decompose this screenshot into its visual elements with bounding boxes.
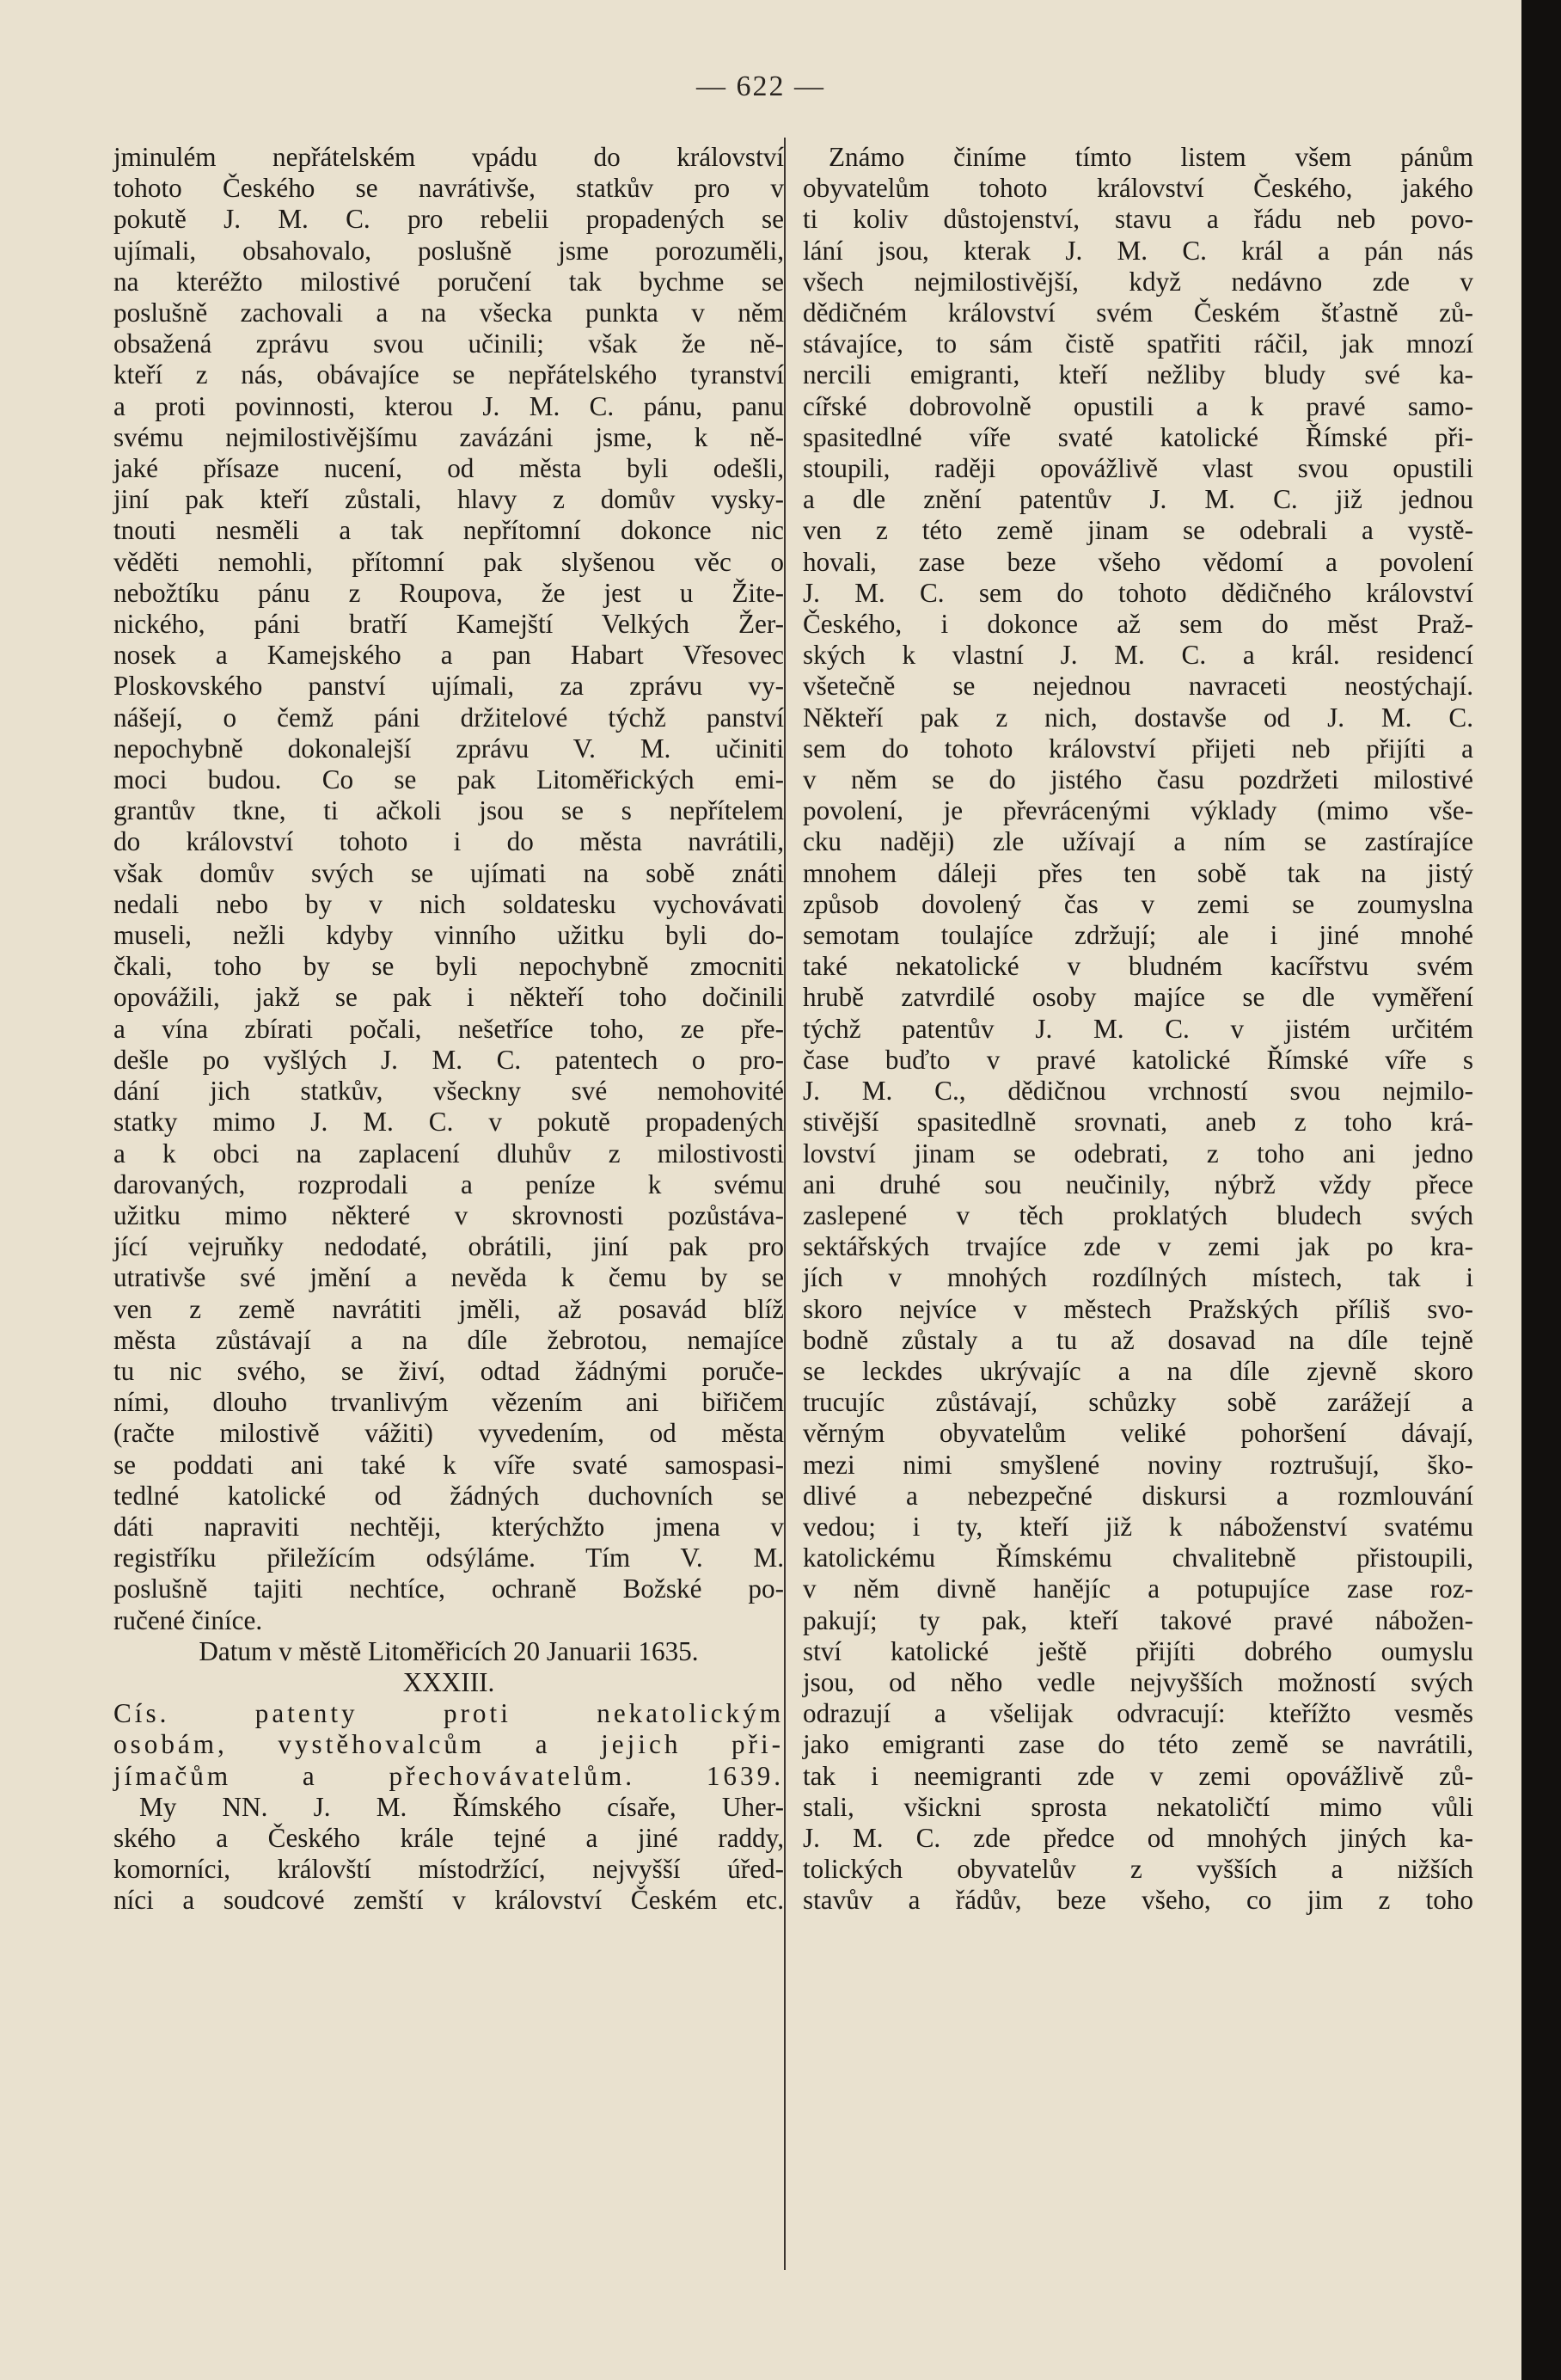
text-line: a k obci na zaplacení dluhův z milostivosti xyxy=(113,1138,784,1169)
text-line: lovství jinam se odebrati, z toho ani jedno xyxy=(803,1138,1473,1169)
text-line: nedali nebo by v nich soldatesku vychovávati xyxy=(113,888,784,919)
text-line: způsob dovolený čas v zemi se zoumyslna xyxy=(803,888,1473,919)
text-line: stali, všickni sprosta nekatoličtí mimo vůli xyxy=(803,1791,1473,1822)
text-line: cířské dobrovolně opustili a k pravé samo- xyxy=(803,390,1473,421)
text-line: dáti napraviti nechtěji, kterýchžto jmena v xyxy=(113,1511,784,1542)
text-line: svému nejmilostivějšímu zavázáni jsme, k ně- xyxy=(113,421,784,452)
text-line: Cís. patenty proti nekatolickým xyxy=(113,1698,784,1729)
text-line: a proti povinnosti, kterou J. M. C. pánu, panu xyxy=(113,390,784,421)
text-line: obyvatelům tohoto království Českého, jakého xyxy=(803,173,1473,204)
section-body xyxy=(113,1792,784,1917)
text-line: odrazují a všelijak odvracují: kteřížto vesměs xyxy=(803,1698,1473,1729)
text-line: ními, dlouho trvanlivým vězením ani biřičem xyxy=(113,1387,784,1418)
text-line: statky mimo J. M. C. v pokutě propadených xyxy=(113,1107,784,1138)
text-line: ven z této země jinam se odebrali a vystě- xyxy=(803,515,1473,546)
text-line: utrativše své jmění a nevěda k čemu by se xyxy=(113,1262,784,1293)
text-line: všetečně se nejednou navraceti neostýchají. xyxy=(803,671,1473,702)
text-line: v něm se do jistého času pozdržeti milostivé xyxy=(803,764,1473,795)
text-line: nepochybně dokonalejší zprávu V. M. učiniti xyxy=(113,733,784,764)
text-line: katolickému Římskému chvalitebně přistoupili, xyxy=(803,1543,1473,1573)
text-line: J. M. C. zde předce od mnohých jiných ka- xyxy=(803,1822,1473,1853)
text-line: lání jsou, kterak J. M. C. král a pán nás xyxy=(803,235,1473,266)
left-column xyxy=(113,142,784,1917)
text-line: pokutě J. M. C. pro rebelii propadených se xyxy=(113,204,784,235)
text-line: kteří z nás, obávajíce se nepřátelského tyranství xyxy=(113,359,784,390)
text-line: čkali, toho by se byli nepochybně zmocniti xyxy=(113,951,784,982)
text-line: nášejí, o čemž páni držitelové týchž panství xyxy=(113,702,784,733)
text-line: registříku přiležícím odsýláme. Tím V. M. xyxy=(113,1543,784,1573)
text-line: do království tohoto i do města navrátili, xyxy=(113,826,784,857)
text-line: mnohem dáleji přes ten sobě tak na jistý xyxy=(803,857,1473,888)
text-line: věděti nemohli, přítomní pak slyšenou věc o xyxy=(113,546,784,577)
text-line: ského a Českého krále tejné a jiné raddy, xyxy=(113,1822,784,1853)
text-line: jích v mnohých rozdílných místech, tak i xyxy=(803,1262,1473,1293)
text-line: ručené činíce. xyxy=(113,1604,263,1635)
text-line: ství katolické ještě přijíti dobrého oumyslu xyxy=(803,1635,1473,1666)
text-line: také nekatolické v bludném kacířstvu svém xyxy=(803,951,1473,982)
text-line: tolických obyvatelův z vyšších a nižších xyxy=(803,1854,1473,1885)
text-line: tak i neemigranti zde v zemi opovážlivě zů- xyxy=(803,1760,1473,1791)
text-line: bodně zůstaly a tu až dosavad na díle tejně xyxy=(803,1324,1473,1355)
text-line: ven z země navrátiti jměli, až posavád blíž xyxy=(113,1293,784,1324)
text-line: pakují; ty pak, kteří takové pravé nábožen- xyxy=(803,1604,1473,1635)
text-line: a vína zbírati počali, nešetříce toho, ze pře- xyxy=(113,1013,784,1044)
text-line: grantův tkne, ti ačkoli jsou se s nepřítelem xyxy=(113,795,784,826)
text-line: nebožtíku pánu z Roupova, že jest u Žite- xyxy=(113,577,784,608)
column-divider xyxy=(784,138,786,2270)
section-heading xyxy=(113,1698,784,1792)
text-line: stoupili, raději opovážlivě vlast svou opustili xyxy=(803,453,1473,484)
text-line: dání jich statkův, všeckny své nemohovité xyxy=(113,1076,784,1107)
text-line: Českého, i dokonce až sem do měst Praž- xyxy=(803,609,1473,640)
text-line: opovážili, jakž se pak i někteří toho dočinili xyxy=(113,982,784,1013)
text-line: se poddati ani také k víře svaté samospasi- xyxy=(113,1449,784,1480)
text-line: jící vejruňky nedodaté, obrátili, jiní pak pro xyxy=(113,1231,784,1262)
text-line: Někteří pak z nich, dostavše od J. M. C. xyxy=(803,702,1473,733)
text-line: níci a soudcové zemští v království Českém etc. xyxy=(113,1885,784,1916)
text-line: nercili emigranti, kteří nežliby bludy své ka- xyxy=(803,359,1473,390)
text-line: všech nejmilostivější, když nedávno zde v xyxy=(803,266,1473,297)
text-line: My NN. J. M. Římského císaře, Uher- xyxy=(139,1791,784,1822)
text-line: skoro nejvíce v městech Pražských příliš svo- xyxy=(803,1293,1473,1324)
datum-line: Datum v městě Litoměřicích 20 Januarii 1635. xyxy=(199,1635,699,1666)
text-line: jaké přísaze nucení, od města byli odešli, xyxy=(113,453,784,484)
text-line: Ploskovského panství ujímali, za zprávu vy- xyxy=(113,671,784,702)
text-line: spasitedlné víře svaté katolické Římské při- xyxy=(803,421,1473,452)
text-line: týchž patentův J. M. C. v jistém určitém xyxy=(803,1013,1473,1044)
text-line: trucujíc zůstávají, schůzky sobě zarážejí a xyxy=(803,1387,1473,1418)
text-line: poslušně zachovali a na všecka punkta v něm xyxy=(113,298,784,328)
text-line: a dle znění patentův J. M. C. již jednou xyxy=(803,484,1473,515)
text-line: zaslepené v těch proklatých bludech svých xyxy=(803,1199,1473,1230)
text-line: cku naději) zle užívají a ním se zastírajíce xyxy=(803,826,1473,857)
text-line: jako emigranti zase do této země se navrátili, xyxy=(803,1729,1473,1760)
text-line: nosek a Kamejského a pan Habart Vřesovec xyxy=(113,640,784,671)
text-line: darovaných, rozprodali a peníze k svému xyxy=(113,1169,784,1199)
text-line: J. M. C., dědičnou vrchností svou nejmilo- xyxy=(803,1076,1473,1107)
text-line: jsou, od něho vedle nejvyšších možností svých xyxy=(803,1666,1473,1697)
text-line: mezi nimi smyšlené noviny roztrušují, ško- xyxy=(803,1449,1473,1480)
text-line: Známo činíme tímto listem všem pánům xyxy=(829,142,1473,172)
text-line: povolení, je převrácenými výklady (mimo vše- xyxy=(803,795,1473,826)
left-column-text xyxy=(113,142,784,1636)
text-line: komorníci, královští místodržící, nejvyšší úřed- xyxy=(113,1854,784,1885)
text-line: jiní pak kteří zůstali, hlavy z domův vysky- xyxy=(113,484,784,515)
text-line: stavův a řádův, beze všeho, co jim z toho xyxy=(803,1885,1473,1916)
text-line: osobám, vystěhovalcům a jejich při- xyxy=(113,1729,784,1760)
text-line: města zůstávají a na díle žebrotou, nemajíce xyxy=(113,1324,784,1355)
text-line: hrubě zatvrdilé osoby majíce se dle vyměření xyxy=(803,982,1473,1013)
text-line: ských k vlastní J. M. C. a král. residencí xyxy=(803,640,1473,671)
text-line: sektářských trvajíce zde v zemi jak po kra- xyxy=(803,1231,1473,1262)
text-line: užitku mimo některé v skrovnosti pozůstáva- xyxy=(113,1199,784,1230)
text-line: stávajíce, to sám čistě spatřiti ráčil, jak mnozí xyxy=(803,328,1473,359)
text-line: museli, nežli kdyby vinního užitku byli do- xyxy=(113,920,784,951)
text-line: na kteréžto milostivé poručení tak bychme se xyxy=(113,266,784,297)
text-line: J. M. C. sem do tohoto dědičného království xyxy=(803,577,1473,608)
section-number: XXXIII. xyxy=(402,1666,495,1697)
text-line: dešle po vyšlých J. M. C. patentech o pro- xyxy=(113,1044,784,1075)
text-line: v něm divně hanějíc a potupujíce zase roz- xyxy=(803,1573,1473,1604)
text-line: dědičném království svém Českém šťastně zů- xyxy=(803,298,1473,328)
text-line: semotam toulajíce zdržují; ale i jiné mnohé xyxy=(803,920,1473,951)
right-column-text xyxy=(803,142,1473,1917)
right-column xyxy=(803,142,1473,1917)
text-line: tedlné katolické od žádných duchovních se xyxy=(113,1480,784,1511)
text-line: sem do tohoto království přijeti neb přijíti a xyxy=(803,733,1473,764)
text-line: věrným obyvatelům veliké pohoršení dávají, xyxy=(803,1418,1473,1449)
text-line: obsažená zprávu svou učinili; však že ně- xyxy=(113,328,784,359)
text-line: ani druhé sou neučinily, nýbrž vždy přece xyxy=(803,1169,1473,1199)
text-line: nického, páni bratří Kamejští Velkých Žer- xyxy=(113,609,784,640)
text-line: tu nic svého, se živí, odtad žádnými poruče- xyxy=(113,1355,784,1386)
text-line: poslušně tajiti nechtíce, ochraně Božské po- xyxy=(113,1573,784,1604)
text-line: však domův svých se ujímati na sobě znáti xyxy=(113,857,784,888)
text-line: tnouti nesměli a tak nepřítomní dokonce nic xyxy=(113,515,784,546)
text-line: vedou; i ty, kteří již k náboženství svatému xyxy=(803,1511,1473,1542)
text-line: jminulém nepřátelském vpádu do království xyxy=(113,142,784,172)
text-line: se leckdes ukrývajíc a na díle zjevně skoro xyxy=(803,1355,1473,1386)
text-line: ti koliv důstojenství, stavu a řádu neb povo- xyxy=(803,204,1473,235)
page-number: — 622 — xyxy=(696,71,825,102)
text-line: hovali, zase beze všeho vědomí a povolení xyxy=(803,546,1473,577)
text-line: tohoto Českého se navrátivše, statkův pro v xyxy=(113,173,784,204)
book-spine-shadow xyxy=(1521,0,1561,2380)
text-line: jímačům a přechovávatelům. 1639. xyxy=(113,1760,784,1791)
text-line: stivější spasitedlně srovnati, aneb z toho krá- xyxy=(803,1107,1473,1138)
text-line: (račte milostivě vážiti) vyvedením, od města xyxy=(113,1418,784,1449)
text-line: ujímali, obsahovalo, poslušně jsme porozuměli, xyxy=(113,235,784,266)
text-line: čase buďto v pravé katolické Římské víře s xyxy=(803,1044,1473,1075)
text-line: moci budou. Co se pak Litoměřických emi- xyxy=(113,764,784,795)
text-line: dlivé a nebezpečné diskursi a rozmlouvání xyxy=(803,1480,1473,1511)
